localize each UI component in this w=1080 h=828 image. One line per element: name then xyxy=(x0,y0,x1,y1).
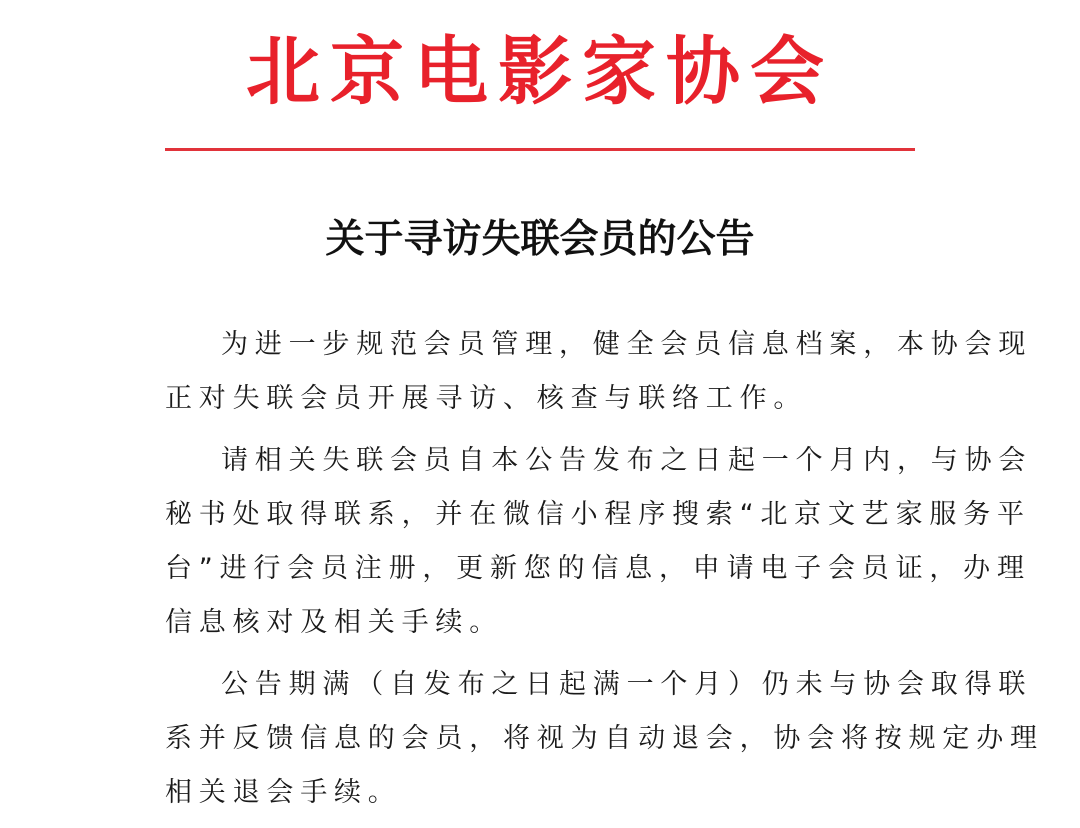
paragraph-line: 系并反馈信息的会员，将视为自动退会，协会将按规定办理 xyxy=(165,723,1044,754)
paragraph-line: 信息核对及相关手续。 xyxy=(165,607,503,638)
paragraph-1 xyxy=(165,318,1033,426)
paragraph-line: 请相关失联会员自本公告发布之日起一个月内，与协会 xyxy=(221,445,1033,476)
paragraph-line: 正对失联会员开展寻访、核查与联络工作。 xyxy=(165,383,808,414)
announcement-body xyxy=(165,318,1044,828)
announcement-title: 关于寻访失联会员的公告 xyxy=(325,217,755,262)
organization-letterhead: 北京电影家协会 xyxy=(246,29,834,115)
paragraph-line: 台”进行会员注册，更新您的信息，申请电子会员证，办理 xyxy=(165,553,1031,584)
paragraph-3 xyxy=(165,658,1044,820)
paragraph-line: 为进一步规范会员管理，健全会员信息档案，本协会现 xyxy=(221,329,1033,360)
paragraph-line: 公告期满（自发布之日起满一个月）仍未与协会取得联 xyxy=(221,669,1033,700)
letterhead-divider xyxy=(165,148,915,151)
paragraph-2 xyxy=(165,434,1033,650)
paragraph-line: 相关退会手续。 xyxy=(165,777,402,808)
paragraph-line: 秘书处取得联系，并在微信小程序搜索“北京文艺家服务平 xyxy=(165,499,1031,530)
